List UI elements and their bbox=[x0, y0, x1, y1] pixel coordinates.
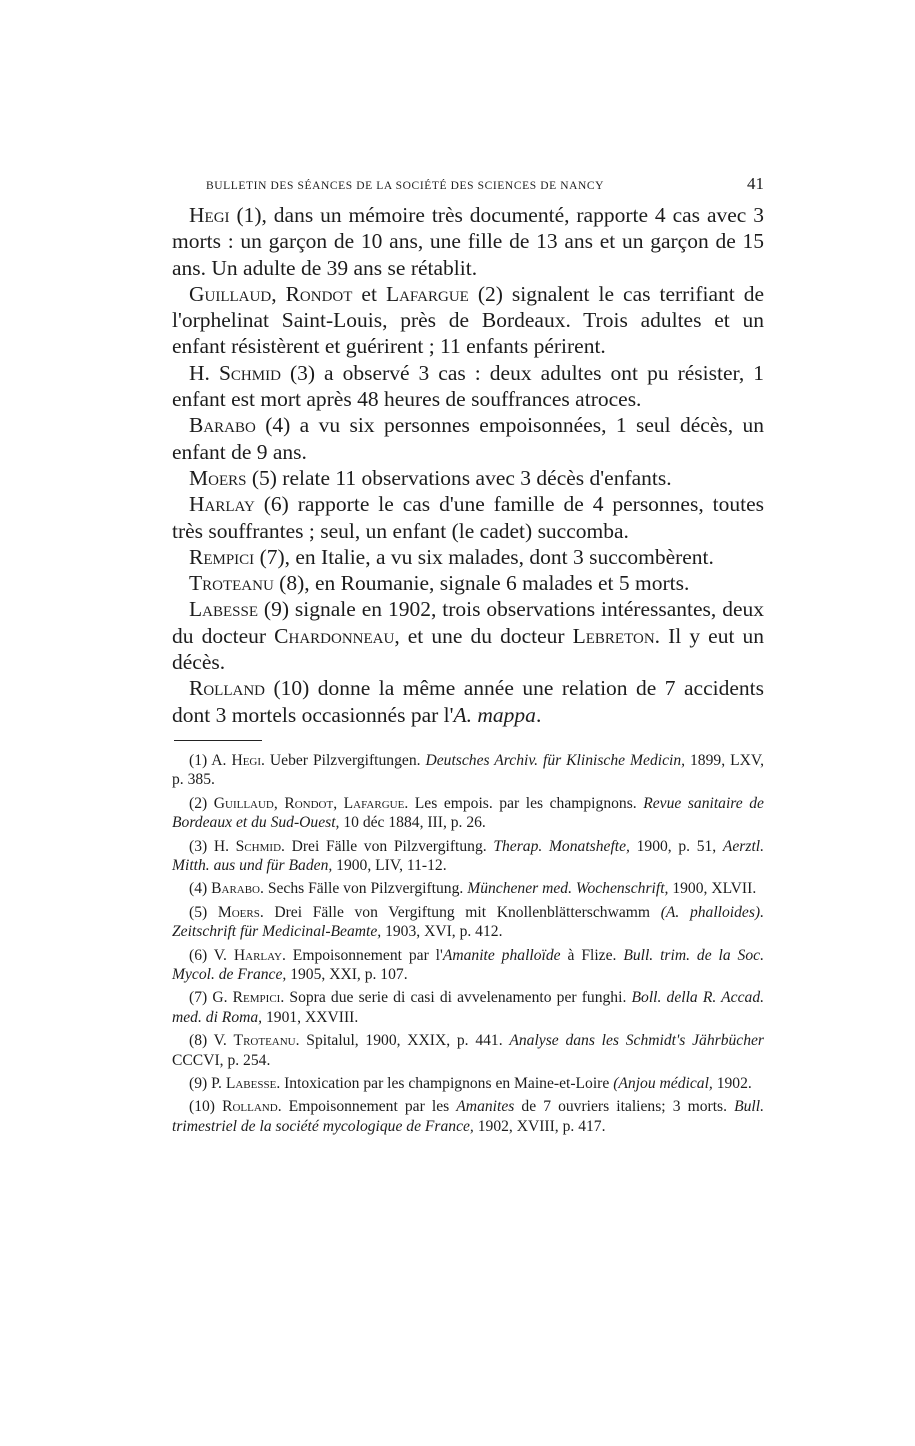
author-name: Barabo bbox=[189, 413, 256, 438]
paragraph-rolland: Rolland (10) donne la même année une relation de 7 accidents dont 3 mortels occasionnés par l'A. mappa. bbox=[172, 676, 764, 727]
footnote-separator bbox=[174, 740, 262, 741]
author-name: Labesse bbox=[189, 597, 258, 622]
footnote: (10) Rolland. Empoisonnement par les Amanites de 7 ouvriers italiens; 3 morts. Bull. trimestriel de la société mycologique de France, 1902, XVIII, p. 417. bbox=[172, 1098, 764, 1135]
paragraph-harlay: Harlay (6) rapporte le cas d'une famille de 4 personnes, toutes très souffrantes ; seul, un enfant (le cadet) succomba. bbox=[172, 492, 764, 543]
document-page bbox=[172, 174, 764, 1140]
author-name: Rempici bbox=[189, 544, 255, 569]
author-name: Rolland bbox=[189, 676, 265, 701]
author-name: Schmid bbox=[218, 360, 281, 385]
running-header bbox=[206, 174, 764, 194]
author-name: Harlay bbox=[189, 492, 255, 517]
author-name: Guillaud bbox=[189, 281, 272, 306]
author-name: Rondot bbox=[285, 281, 353, 306]
running-title: BULLETIN DES SÉANCES DE LA SOCIÉTÉ DES SCIENCES DE NANCY bbox=[206, 180, 605, 192]
footnote: (9) P. Labesse. Intoxication par les champignons en Maine-et-Loire (Anjou médical, 1902. bbox=[189, 1075, 752, 1093]
author-name: Chardonneau bbox=[274, 623, 395, 648]
author-name: Hegi bbox=[189, 203, 230, 227]
species-name: A. mappa bbox=[453, 702, 536, 727]
author-name: Lafargue bbox=[385, 281, 469, 306]
footnote: (4) Barabo. Sechs Fälle von Pilzvergiftung. Münchener med. Wochenschrift, 1900, XLVII. bbox=[189, 880, 757, 898]
paragraph-labesse: Labesse (9) signale en 1902, trois observations intéressantes, deux du docteur Chardonneau, et une du docteur Lebreton. Il y eut un décès. bbox=[172, 597, 765, 675]
footnote: (5) Moers. Drei Fälle von Vergiftung mit Knollenblätterschwamm (A. phalloides). Zeitschrift für Medicinal-Beamte, 1903, XVI, p. 412. bbox=[172, 903, 765, 941]
paragraph-schmid: H. Schmid (3) a observé 3 cas : deux adultes ont pu résister, 1 enfant est mort après 48 heures de souffrances atroces. bbox=[172, 360, 764, 412]
footnote: (2) Guillaud, Rondot, Lafargue. Les empois. par les champignons. Revue sanitaire de Bordeaux et du Sud-Ouest, 10 déc 1884, III, p. 26. bbox=[172, 794, 764, 832]
paragraph-barabo: Barabo (4) a vu six personnes empoisonnées, 1 seul décès, un enfant de 9 ans. bbox=[172, 413, 764, 464]
footnote: (6) V. Harlay. Empoisonnement par l'Amanite phalloïde à Flize. Bull. trim. de la Soc. Mycol. de France, 1905, XXI, p. 107. bbox=[172, 946, 764, 983]
author-name: Lebreton bbox=[572, 623, 655, 648]
footnote: (3) H. Schmid. Drei Fälle von Pilzvergiftung. Therap. Monatshefte, 1900, p. 51, Aerztl. Mitth. aus und für Baden, 1900, LIV, 11-12. bbox=[172, 837, 765, 874]
page-number: 41 bbox=[747, 174, 764, 193]
body-text bbox=[172, 202, 764, 728]
footnotes bbox=[172, 751, 764, 1136]
paragraph-rempici: Rempici (7), en Italie, a vu six malades, dont 3 succombèrent. bbox=[189, 544, 714, 569]
footnote: (7) G. Rempici. Sopra due serie di casi di avvelenamento per funghi. Boll. della R. Accad. med. di Roma, 1901, XXVIII. bbox=[172, 989, 765, 1026]
paragraph-moers: Moers (5) relate 11 observations avec 3 décès d'enfants. bbox=[189, 465, 672, 490]
author-name: Moers bbox=[189, 465, 247, 490]
author-name: Troteanu bbox=[189, 571, 274, 596]
paragraph-troteanu: Troteanu (8), en Roumanie, signale 6 malades et 5 morts. bbox=[189, 571, 690, 596]
paragraph-guillaud: Guillaud, Rondot et Lafargue (2) signalent le cas terrifiant de l'orphelinat Saint-Louis, près de Bordeaux. Trois adultes et un enfant résistèrent et guérirent ; 11 enfants périrent. bbox=[172, 281, 764, 359]
paragraph-hegi: Hegi (1), dans un mémoire très documenté, rapporte 4 cas avec 3 morts : un garçon de 10 ans, une fille de 13 ans et un garçon de 15 ans. Un adulte de 39 ans se rétablit. bbox=[172, 203, 764, 280]
footnote: (1) A. Hegi. Ueber Pilzvergiftungen. Deutsches Archiv. für Klinische Medicin, 1899, LXV, p. 385. bbox=[172, 751, 765, 789]
footnote: (8) V. Troteanu. Spitalul, 1900, XXIX, p. 441. Analyse dans les Schmidt's Jährbücher CCCVI, p. 254. bbox=[172, 1032, 765, 1069]
